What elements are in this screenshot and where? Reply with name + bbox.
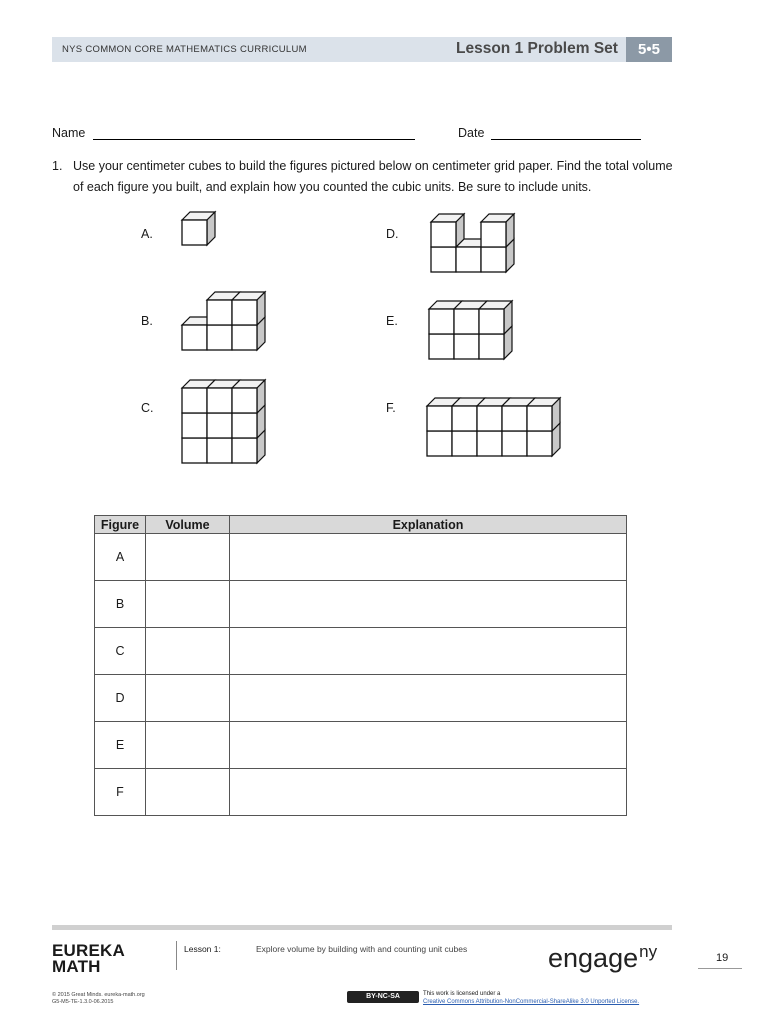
copyright-line-1: © 2015 Great Minds. eureka-math.org <box>52 992 145 998</box>
figure-d-cubes <box>425 212 535 288</box>
engage-text: engage <box>548 943 639 973</box>
figure-label-f: F. <box>386 401 396 415</box>
cube-front <box>207 413 232 438</box>
cube-front <box>431 247 456 272</box>
license-link[interactable]: Creative Commons Attribution-NonCommercial-ShareAlike 3.0 Unported License. <box>423 999 640 1005</box>
copyright <box>52 992 145 1006</box>
cube-front <box>479 309 504 334</box>
engage-sup: ny <box>639 942 658 961</box>
figure-b-cubes <box>176 290 286 360</box>
cube-front <box>182 220 207 245</box>
cube-front <box>232 300 257 325</box>
cube-front <box>182 438 207 463</box>
volume-cell[interactable] <box>146 675 230 722</box>
footer-rule <box>52 925 672 930</box>
cube-front <box>182 388 207 413</box>
volume-cell[interactable] <box>146 769 230 816</box>
cube-front <box>232 413 257 438</box>
cube-front <box>527 406 552 431</box>
cube-front <box>232 388 257 413</box>
cube-front <box>427 431 452 456</box>
table-row <box>95 769 627 816</box>
cube-front <box>502 431 527 456</box>
volume-cell[interactable] <box>146 581 230 628</box>
volume-cell[interactable] <box>146 534 230 581</box>
license-text <box>423 990 639 1006</box>
cube-front <box>427 406 452 431</box>
page-number-rule <box>698 968 742 969</box>
figure-label-e: E. <box>386 314 398 328</box>
lesson-title: Lesson 1 Problem Set <box>456 40 618 57</box>
cube-front <box>232 325 257 350</box>
logo-line-2: MATH <box>52 957 101 976</box>
explanation-cell[interactable] <box>230 628 627 675</box>
date-line[interactable] <box>491 127 641 140</box>
table-row <box>95 675 627 722</box>
footer-divider <box>176 941 177 970</box>
figure-cell: E <box>95 722 146 769</box>
name-line[interactable] <box>93 127 415 140</box>
figure-label-d: D. <box>386 227 399 241</box>
cube-front <box>429 334 454 359</box>
figure-label-b: B. <box>141 314 153 328</box>
curriculum-title: NYS COMMON CORE MATHEMATICS CURRICULUM <box>62 44 307 55</box>
cube-front <box>207 300 232 325</box>
cube-front <box>207 438 232 463</box>
table-row <box>95 722 627 769</box>
col-figure-header: Figure <box>95 516 146 534</box>
question-number: 1. <box>52 159 63 173</box>
cube-front <box>207 388 232 413</box>
volume-cell[interactable] <box>146 722 230 769</box>
cube-front <box>456 247 481 272</box>
date-field[interactable] <box>458 126 641 140</box>
question-text: Use your centimeter cubes to build the figures pictured below on centimeter grid paper. Find the total volume of each figure you built, and explain how you counted the cubic units. Be sure to include units. <box>73 159 673 194</box>
grade-module-badge: 5•5 <box>626 37 672 62</box>
cube-front <box>207 325 232 350</box>
cube-front <box>429 309 454 334</box>
footer-topic: Explore volume by building with and counting unit cubes <box>256 944 468 954</box>
license-line-1: This work is licensed under a <box>423 991 501 997</box>
cube-front <box>182 325 207 350</box>
explanation-cell[interactable] <box>230 534 627 581</box>
figure-cell: D <box>95 675 146 722</box>
figure-label-a: A. <box>141 227 153 241</box>
name-field[interactable] <box>52 126 415 140</box>
answer-table <box>94 515 627 816</box>
figure-e-cubes <box>425 299 535 375</box>
col-volume-header: Volume <box>146 516 230 534</box>
explanation-cell[interactable] <box>230 581 627 628</box>
cube-front <box>481 222 506 247</box>
cube-front <box>502 406 527 431</box>
name-label: Name <box>52 126 86 140</box>
explanation-cell[interactable] <box>230 675 627 722</box>
figure-cell: F <box>95 769 146 816</box>
col-explanation-header: Explanation <box>230 516 627 534</box>
cube-front <box>182 413 207 438</box>
cube-front <box>477 431 502 456</box>
table-row <box>95 581 627 628</box>
date-label: Date <box>458 126 485 140</box>
figure-cell: A <box>95 534 146 581</box>
figure-f-cubes <box>421 396 581 472</box>
cube-front <box>431 222 456 247</box>
cube-front <box>452 431 477 456</box>
cube-front <box>479 334 504 359</box>
volume-cell[interactable] <box>146 628 230 675</box>
footer-lesson: Lesson 1: <box>184 944 221 954</box>
cube-front <box>454 334 479 359</box>
figure-cell: B <box>95 581 146 628</box>
explanation-cell[interactable] <box>230 769 627 816</box>
cube-front <box>481 247 506 272</box>
figure-a-cubes <box>176 210 236 258</box>
cube-front <box>454 309 479 334</box>
figure-cell: C <box>95 628 146 675</box>
figure-label-c: C. <box>141 401 154 415</box>
engageny-logo <box>548 942 657 974</box>
figure-c-cubes <box>176 378 286 478</box>
cube-front <box>452 406 477 431</box>
cc-license-badge: BY-NC-SA <box>347 991 419 1003</box>
eureka-math-logo <box>52 943 125 975</box>
page-number: 19 <box>716 952 729 964</box>
explanation-cell[interactable] <box>230 722 627 769</box>
table-row <box>95 628 627 675</box>
cube-front <box>477 406 502 431</box>
table-row <box>95 534 627 581</box>
cube-front <box>527 431 552 456</box>
cube-front <box>232 438 257 463</box>
copyright-line-2: G5-M5-TE-1.3.0-06.2015 <box>52 999 114 1005</box>
logo-line-1: EUREKA <box>52 941 125 960</box>
